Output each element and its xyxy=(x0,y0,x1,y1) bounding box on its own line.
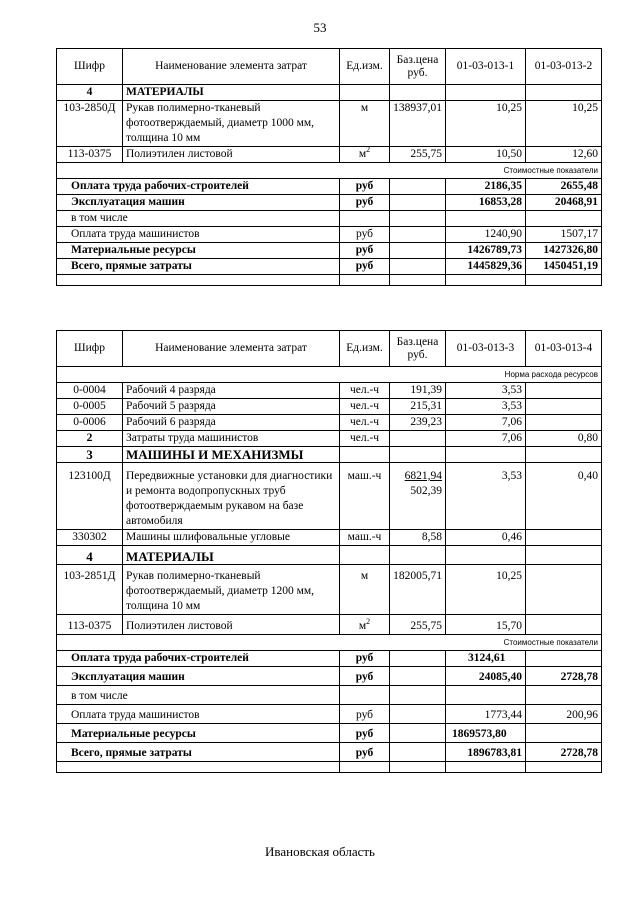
table-row: 0-0006 Рабочий 6 разряда чел.-ч 239,23 7,06 xyxy=(57,415,602,431)
resource-table-2 xyxy=(56,330,602,773)
section-code: 4 xyxy=(57,546,123,565)
resource-table-1 xyxy=(56,48,602,286)
section-title: МАТЕРИАЛЫ xyxy=(123,546,340,565)
section-code: 3 xyxy=(57,447,123,463)
region-footer: Ивановская область xyxy=(265,844,375,859)
indicators-label: Стоимостные показатели xyxy=(57,635,602,651)
header-unit: Ед.изм. xyxy=(340,331,390,367)
header-code: Шифр xyxy=(57,49,123,85)
table-row: 2 Затраты труда машинистов чел.-ч 7,06 0,80 xyxy=(57,431,602,447)
header-col2: 01-03-013-4 xyxy=(526,331,602,367)
header-unit: Ед.изм. xyxy=(340,49,390,85)
header-price: Баз.цена руб. xyxy=(390,49,446,85)
header-name: Наименование элемента затрат xyxy=(123,331,340,367)
header-name: Наименование элемента затрат xyxy=(123,49,340,85)
table-row: 103-2851Д Рукав полимерно-тканевый фотоотверждаемый, диаметр 1200 мм, толщина 10 мм м 182005,71 10,25 xyxy=(57,565,602,615)
table-row: 113-0375 Полиэтилен листовой $м^2$ 255,75 10,50 12,60 xyxy=(57,147,602,163)
norm-label: Норма расхода ресурсов xyxy=(57,367,602,383)
header-price: Баз.цена руб. xyxy=(390,331,446,367)
header-col2: 01-03-013-2 xyxy=(526,49,602,85)
section-code: 4 xyxy=(57,85,123,101)
summary-block: Оплата труда рабочих-строителей руб 2186,35 2655,48 Эксплуатация машин руб 16853,28 20468,91 в том числе Оплата труда машинистов руб 1240,90 1507,17 Материальные ресурсы руб 1426789,73 1427326,80 Всего, прямые затраты руб 1445829,36 1450451,19 xyxy=(57,179,602,286)
section-title: МАШИНЫ И МЕХАНИЗМЫ xyxy=(123,447,340,463)
indicators-label: Стоимостные показатели xyxy=(57,163,602,179)
table-row: 123100Д Передвижные установки для диагностики и ремонта водопропускных труб фотоотверждаемым рукавом на базе автомобиля маш.-ч 6821,94 502,39 3,53 0,40 xyxy=(57,463,602,530)
table-row: 113-0375 Полиэтилен листовой $м^2$ 255,75 15,70 xyxy=(57,615,602,635)
table-row: 0-0005 Рабочий 5 разряда чел.-ч 215,31 3,53 xyxy=(57,399,602,415)
summary-block: Оплата труда рабочих-строителей руб 3124,61 Эксплуатация машин руб 24085,40 2728,78 в том числе Оплата труда машинистов руб 1773,44 200,96 Материальные ресурсы руб 1869573,80 Всего, прямые затраты руб 1896783,81 2728,78 xyxy=(57,651,602,773)
header-col1: 01-03-013-3 xyxy=(446,331,526,367)
table-row: 330302 Машины шлифовальные угловые маш.-ч 8,58 0,46 xyxy=(57,530,602,546)
section-title: МАТЕРИАЛЫ xyxy=(123,85,340,101)
table-row: 103-2850Д Рукав полимерно-тканевый фотоотверждаемый, диаметр 1000 мм, толщина 10 мм м 138937,01 10,25 10,25 xyxy=(57,101,602,147)
table-row: 0-0004 Рабочий 4 разряда чел.-ч 191,39 3,53 xyxy=(57,383,602,399)
header-code: Шифр xyxy=(57,331,123,367)
page-number: 53 xyxy=(313,20,327,35)
header-col1: 01-03-013-1 xyxy=(446,49,526,85)
